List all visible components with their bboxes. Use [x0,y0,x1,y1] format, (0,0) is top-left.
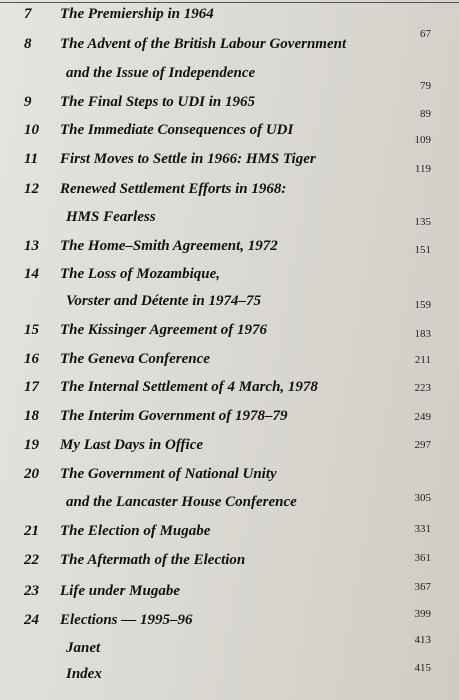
chapter-title: Elections — 1995–96 [60,612,193,628]
chapter-title: The Geneva Conference [60,351,210,367]
chapter-number: 10 [24,122,39,138]
chapter-number: 14 [24,266,39,282]
chapter-title: Janet [66,640,101,656]
chapter-title: The Home–Smith Agreement, 1972 [60,238,278,254]
chapter-number: 8 [24,36,32,52]
chapter-title: Index [66,666,102,682]
chapter-title: Life under Mugabe [60,583,180,599]
page-number: 223 [414,382,431,394]
page-number: 331 [414,523,431,535]
page-number: 89 [420,108,431,120]
page-number: 305 [414,492,431,504]
chapter-number: 9 [24,94,32,110]
chapter-number: 7 [24,6,32,22]
page-number: 119 [414,163,431,175]
chapter-number: 16 [24,351,39,367]
page-number: 413 [414,634,431,646]
chapter-number: 12 [24,181,39,197]
chapter-title: The Government of National Unity [60,466,277,482]
chapter-number: 20 [24,466,39,482]
page-number: 79 [420,80,431,92]
chapter-title: The Final Steps to UDI in 1965 [60,94,256,110]
page-number: 415 [414,662,431,674]
chapter-title: First Moves to Settle in 1966: HMS Tiger [60,151,316,167]
chapter-number: 22 [24,552,39,568]
page-number: 399 [414,608,431,620]
chapter-number: 19 [24,437,39,453]
page-number: 183 [414,328,431,340]
chapter-number: 13 [24,238,39,254]
chapter-title: The Kissinger Agreement of 1976 [60,322,267,338]
chapter-number: 11 [24,151,39,167]
page-number: 151 [414,244,431,256]
chapter-number: 23 [24,583,39,599]
page-number: 361 [414,552,431,564]
chapter-title: The Premiership in 1964 [60,6,214,22]
chapter-number: 15 [24,322,39,338]
page-number: 367 [414,581,431,593]
chapter-title-continued: and the Lancaster House Conference [66,494,297,510]
chapter-title-continued: and the Issue of Independence [66,65,256,81]
page-number: 211 [414,354,431,366]
chapter-number: 21 [24,523,39,539]
chapter-number: 18 [24,408,39,424]
chapter-title: The Advent of the British Labour Government [60,36,347,52]
page-number: 249 [414,411,431,423]
page-number: 67 [420,28,431,40]
chapter-number: 17 [24,379,39,395]
page-number: 159 [414,299,431,311]
chapter-title: The Loss of Mozambique, [60,266,221,282]
chapter-title: My Last Days in Office [60,437,204,453]
page-number: 135 [414,216,431,228]
top-rule [0,2,459,3]
chapter-title: The Election of Mugabe [60,523,211,539]
chapter-number: 24 [24,612,39,628]
chapter-title: The Internal Settlement of 4 March, 1978 [60,379,318,395]
chapter-title-continued: HMS Fearless [66,209,156,225]
chapter-title: The Interim Government of 1978–79 [60,408,288,424]
chapter-title-continued: Vorster and Détente in 1974–75 [66,293,262,309]
page-number: 109 [414,134,431,146]
page-number: 297 [414,439,431,451]
chapter-title: Renewed Settlement Efforts in 1968: [60,181,287,197]
chapter-title: The Aftermath of the Election [60,552,246,568]
chapter-title: The Immediate Consequences of UDI [60,122,294,138]
